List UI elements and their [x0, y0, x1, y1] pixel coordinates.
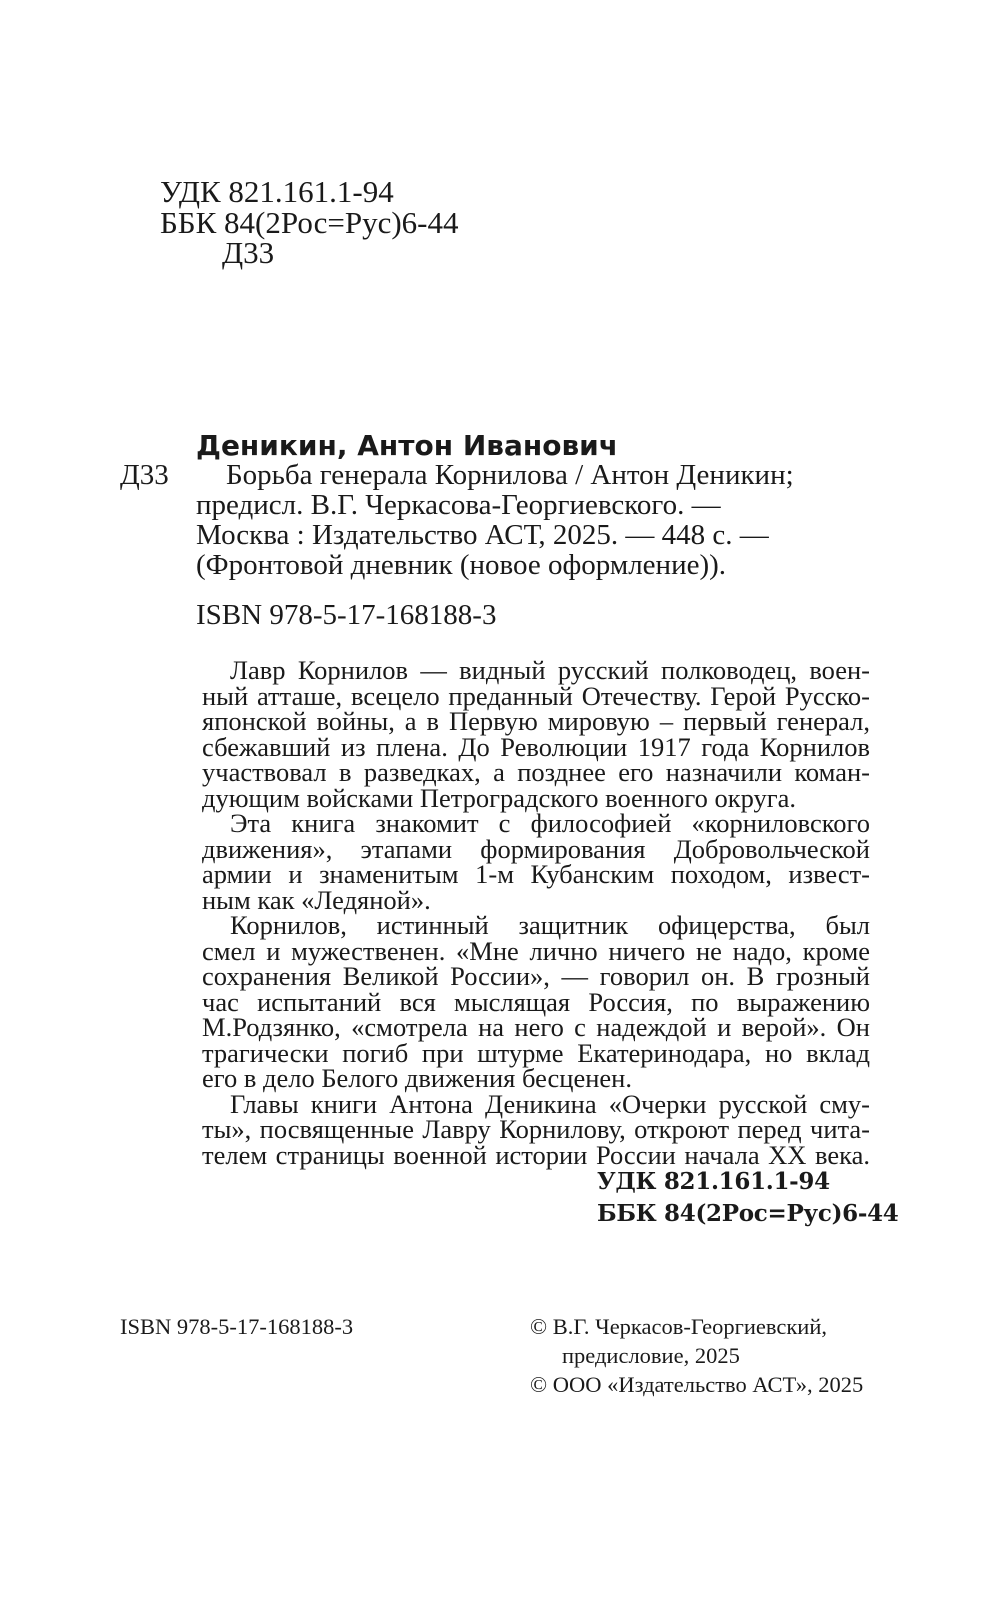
entry-isbn: ISBN 978-5-17-168188-3 [196, 599, 497, 631]
entry-preface-line: предисл. В.Г. Черкасова-Георгиевского. — [196, 489, 721, 521]
annotation-line: час испытаний вся мыслящая Россия, по выражению [202, 986, 870, 1017]
annotation-line: Корнилов, истинный защитник офицерства, был [230, 910, 870, 940]
annotation-line: сбежавший из плена. До Революции 1917 года Корнилов [202, 731, 870, 762]
annotation-line: японской войны, а в Первую мировую – первый генерал, [202, 706, 870, 736]
annotation-line: Эта книга знакомит с философией «корниловского [230, 808, 870, 838]
annotation-line: ным как «Ледяной». [202, 884, 431, 915]
bottom-bbk: ББК 84(2Рос=Рус)6-44 [597, 1200, 899, 1227]
annotation-line: трагически погиб при штурме Екатеринодара, но вклад [202, 1037, 870, 1068]
copyright-line: © В.Г. Черкасов-Георгиевский, [530, 1314, 828, 1339]
entry-title-line: Борьба генерала Корнилова / Антон Деникин; [226, 459, 794, 491]
annotation-line: Лавр Корнилов — видный русский полководец, воен- [230, 655, 870, 685]
annotation-line: М.Родзянко, «смотрела на него с надеждой и верой». Он [202, 1012, 870, 1042]
top-bbk: ББК 84(2Рос=Рус)6-44 [160, 205, 459, 240]
annotation-line: Главы книги Антона Деникина «Очерки русской сму- [230, 1088, 870, 1119]
copyright-line: © ООО «Издательство АСТ», 2025 [530, 1372, 864, 1397]
annotation-line: сохранения Великой России», — говорил он. В грозный [202, 961, 870, 991]
top-author-mark: Д33 [222, 235, 275, 270]
entry-series-line: (Фронтовой дневник (новое оформление)). [196, 549, 727, 581]
bottom-udk: УДК 821.161.1-94 [597, 1168, 830, 1195]
entry-author-mark: Д33 [120, 459, 169, 491]
annotation-line: ный атташе, всецело преданный Отечеству. Герой Русско- [202, 680, 870, 711]
annotation-line: движения», этапами формирования Добровольческой [202, 833, 870, 864]
annotation-line: смел и мужественен. «Мне лично ничего не надо, кроме [202, 935, 870, 966]
entry-author: Деникин, Антон Иванович [196, 429, 619, 462]
annotation-line: телем страницы военной истории России начала XX века. [202, 1139, 870, 1170]
copyright-line: предисловие, 2025 [562, 1343, 740, 1368]
annotation-line: его в дело Белого движения бесценен. [202, 1063, 632, 1093]
annotation-line: участвовал в разведках, а позднее его назначили коман- [202, 757, 870, 787]
annotation-line: ты», посвященные Лавру Корнилову, откроют перед чита- [202, 1114, 870, 1144]
top-udk: УДК 821.161.1-94 [160, 174, 394, 209]
annotation-line: дующим войсками Петроградского военного округа. [202, 782, 797, 813]
footer-isbn: ISBN 978-5-17-168188-3 [120, 1314, 354, 1339]
annotation-line: армии и знаменитым 1-м Кубанским походом, извест- [202, 859, 870, 889]
entry-publisher-line: Москва : Издательство АСТ, 2025. — 448 с. — [196, 519, 769, 551]
annotation [202, 655, 870, 1170]
